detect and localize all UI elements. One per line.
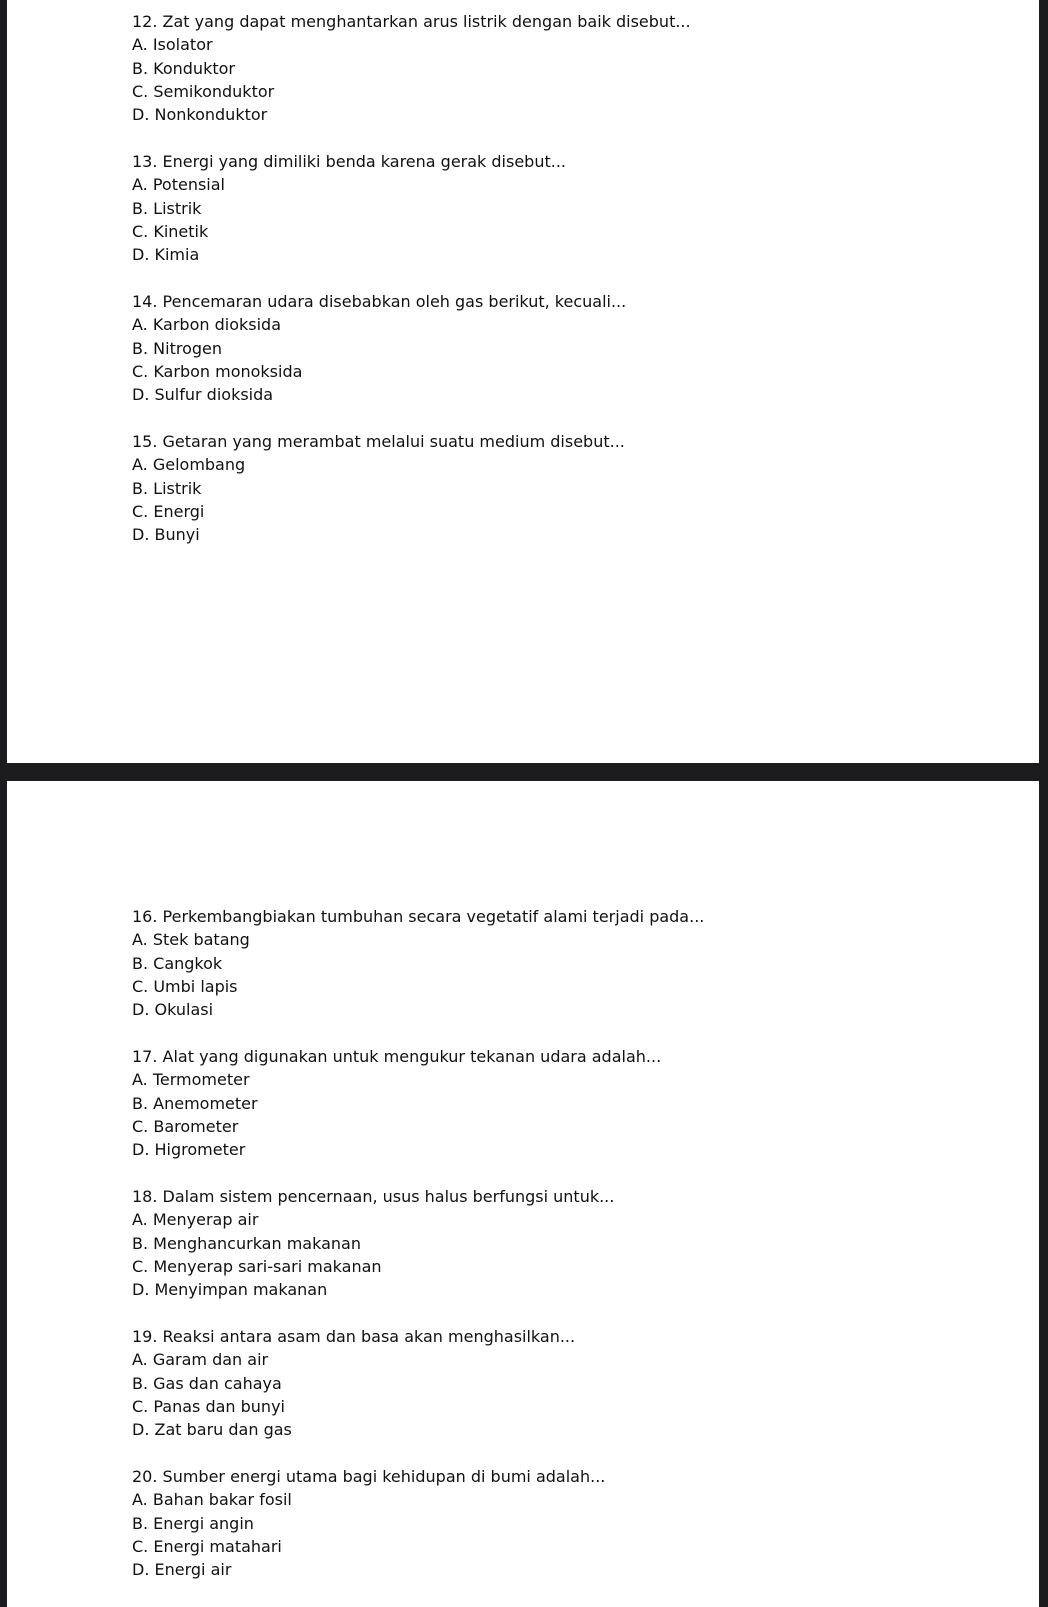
question-12 [132,10,691,126]
option-b: B. Gas dan cahaya [132,1373,282,1393]
option-b: B. Energi angin [132,1513,254,1533]
option-d: D. Zat baru dan gas [132,1420,292,1440]
option-d: D. Okulasi [132,1000,214,1020]
document-page-1 [7,0,1039,763]
question-13 [132,150,566,266]
question-19 [132,1325,575,1441]
question-text: 17. Alat yang digunakan untuk mengukur tekanan udara adalah... [132,1047,662,1066]
option-b: B. Nitrogen [132,338,222,358]
option-c: C. Energi [132,501,205,521]
option-d: D. Higrometer [132,1140,246,1160]
option-c: C. Kinetik [132,221,209,241]
question-text: 18. Dalam sistem pencernaan, usus halus berfungsi untuk... [132,1187,615,1206]
question-14 [132,290,626,406]
option-a: A. Garam dan air [132,1350,269,1370]
question-text: 14. Pencemaran udara disebabkan oleh gas berikut, kecuali... [132,292,627,311]
option-b: B. Listrik [132,198,202,218]
option-a: A. Karbon dioksida [132,315,281,335]
question-16 [132,905,704,1021]
option-a: A. Isolator [132,35,213,55]
option-c: C. Semikonduktor [132,81,275,101]
option-d: D. Menyimpan makanan [132,1280,328,1300]
question-text: 20. Sumber energi utama bagi kehidupan di bumi adalah... [132,1467,606,1486]
question-text: 12. Zat yang dapat menghantarkan arus listrik dengan baik disebut... [132,12,691,31]
option-a: A. Termometer [132,1070,250,1090]
option-a: A. Gelombang [132,455,246,475]
option-c: C. Barometer [132,1116,239,1136]
question-15 [132,430,625,546]
option-d: D. Nonkonduktor [132,105,268,125]
option-a: A. Stek batang [132,930,250,950]
option-c: C. Umbi lapis [132,976,238,996]
option-b: B. Listrik [132,478,202,498]
option-b: B. Konduktor [132,58,235,78]
option-a: A. Bahan bakar fosil [132,1490,292,1510]
option-b: B. Menghancurkan makanan [132,1233,361,1253]
question-text: 15. Getaran yang merambat melalui suatu medium disebut... [132,432,625,451]
option-a: A. Potensial [132,175,225,195]
question-text: 16. Perkembangbiakan tumbuhan secara vegetatif alami terjadi pada... [132,907,705,926]
question-text: 13. Energi yang dimiliki benda karena gerak disebut... [132,152,567,171]
option-c: C. Karbon monoksida [132,361,303,381]
document-page-2 [7,781,1039,1607]
option-d: D. Bunyi [132,525,200,545]
option-b: B. Cangkok [132,953,223,973]
option-c: C. Energi matahari [132,1536,282,1556]
option-d: D. Kimia [132,245,200,265]
option-c: C. Panas dan bunyi [132,1396,285,1416]
question-18 [132,1185,614,1301]
option-d: D. Sulfur dioksida [132,385,274,405]
option-a: A. Menyerap air [132,1210,259,1230]
question-17 [132,1045,661,1161]
option-b: B. Anemometer [132,1093,258,1113]
option-d: D. Energi air [132,1560,232,1580]
question-20 [132,1465,605,1581]
option-c: C. Menyerap sari-sari makanan [132,1256,382,1276]
question-text: 19. Reaksi antara asam dan basa akan menghasilkan... [132,1327,576,1346]
